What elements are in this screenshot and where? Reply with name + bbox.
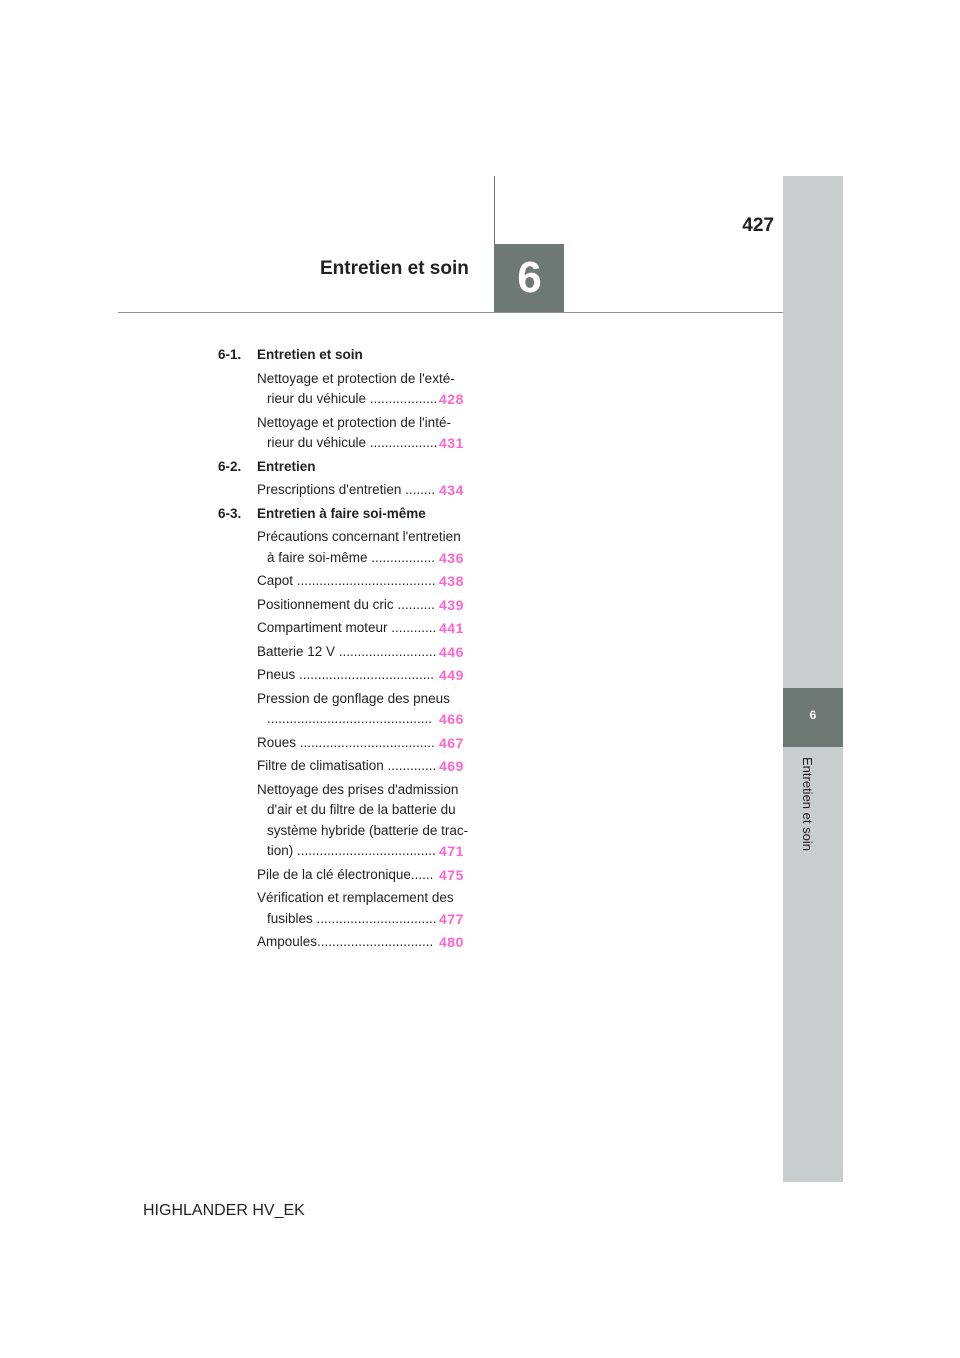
toc-page-link[interactable]: 477 [439, 910, 464, 927]
toc-entry-text[interactable]: fusibles ................................ [267, 910, 437, 926]
page-number: 427 [742, 215, 774, 236]
section-number: 6-2. [218, 458, 242, 474]
toc-entry-text[interactable]: Filtre de climatisation ............. [257, 758, 437, 773]
toc-entry-text[interactable]: Pile de la clé électronique...... [257, 866, 434, 882]
toc-entry-text[interactable]: Capot ..................................... [257, 573, 436, 588]
section-heading: Entretien à faire soi-même [257, 505, 426, 521]
toc-page-link[interactable]: 467 [439, 734, 464, 751]
toc-entry-text: Vérification et remplacement des [257, 890, 454, 905]
toc-page-link[interactable]: 431 [439, 435, 464, 451]
toc-entry-text[interactable]: Pneus .................................... [257, 667, 435, 682]
side-index-bar [783, 176, 843, 1182]
toc-page-link[interactable]: 480 [439, 934, 464, 950]
toc-page-link[interactable]: 438 [439, 573, 464, 589]
side-tab-number: 6 [809, 708, 817, 722]
toc-page-link[interactable]: 434 [439, 482, 464, 498]
section-heading: Entretien [257, 458, 316, 474]
toc-entry-text[interactable]: Positionnement du cric .......... [257, 596, 435, 612]
toc-page-link[interactable]: 446 [439, 643, 464, 660]
toc-page-link[interactable]: 428 [439, 391, 464, 407]
toc-entry-text[interactable]: Prescriptions d'entretien ........ [257, 482, 436, 497]
toc-entry-text: Nettoyage et protection de l'inté- [257, 414, 451, 430]
toc-entry-text[interactable]: rieur du véhicule .................. [267, 391, 438, 406]
toc-page-link[interactable]: 469 [439, 758, 464, 774]
toc-entry-text: d'air et du filtre de la batterie du [267, 802, 456, 817]
toc-page-link[interactable]: 441 [439, 620, 464, 636]
toc-entry-text[interactable]: Compartiment moteur ............ [257, 620, 437, 635]
footer-model-code: HIGHLANDER HV_EK [143, 1202, 305, 1219]
toc-entry-text[interactable]: ............................................ [267, 711, 433, 726]
toc-entry-text: Nettoyage et protection de l'exté- [257, 370, 455, 386]
toc-entry-text[interactable]: Roues .................................... [257, 734, 435, 750]
section-number: 6-1. [218, 347, 242, 362]
toc-page-link[interactable]: 436 [439, 549, 464, 566]
toc-entry-text: Pression de gonflage des pneus [257, 690, 450, 706]
toc-page-link[interactable]: 439 [439, 596, 464, 613]
toc-page-link[interactable]: 475 [439, 866, 464, 883]
toc-entry-text[interactable]: Ampoules............................... [257, 934, 434, 949]
toc-page-link[interactable]: 466 [439, 711, 464, 727]
section-heading: Entretien et soin [257, 347, 363, 362]
toc-entry-text: système hybride (batterie de trac- [267, 822, 469, 838]
toc-page-link[interactable]: 449 [439, 667, 464, 683]
chapter-number: 6 [517, 253, 542, 302]
toc-entry-text: Précautions concernant l'entretien [257, 529, 461, 544]
toc-entry-text[interactable]: tion) ..................................... [267, 843, 436, 858]
chapter-title: Entretien et soin [320, 258, 469, 279]
toc-entry-text[interactable]: à faire soi-même ................. [267, 549, 436, 565]
toc-page-link[interactable]: 471 [439, 843, 464, 859]
side-tab-label: Entretien et soin [800, 757, 815, 851]
section-number: 6-3. [218, 505, 242, 521]
toc-entry-text[interactable]: Batterie 12 V .......................... [257, 643, 437, 659]
toc-entry-text: Nettoyage des prises d'admission [257, 781, 459, 797]
header-horizontal-rule [118, 312, 783, 313]
toc-entry-text[interactable]: rieur du véhicule .................. [267, 435, 438, 450]
